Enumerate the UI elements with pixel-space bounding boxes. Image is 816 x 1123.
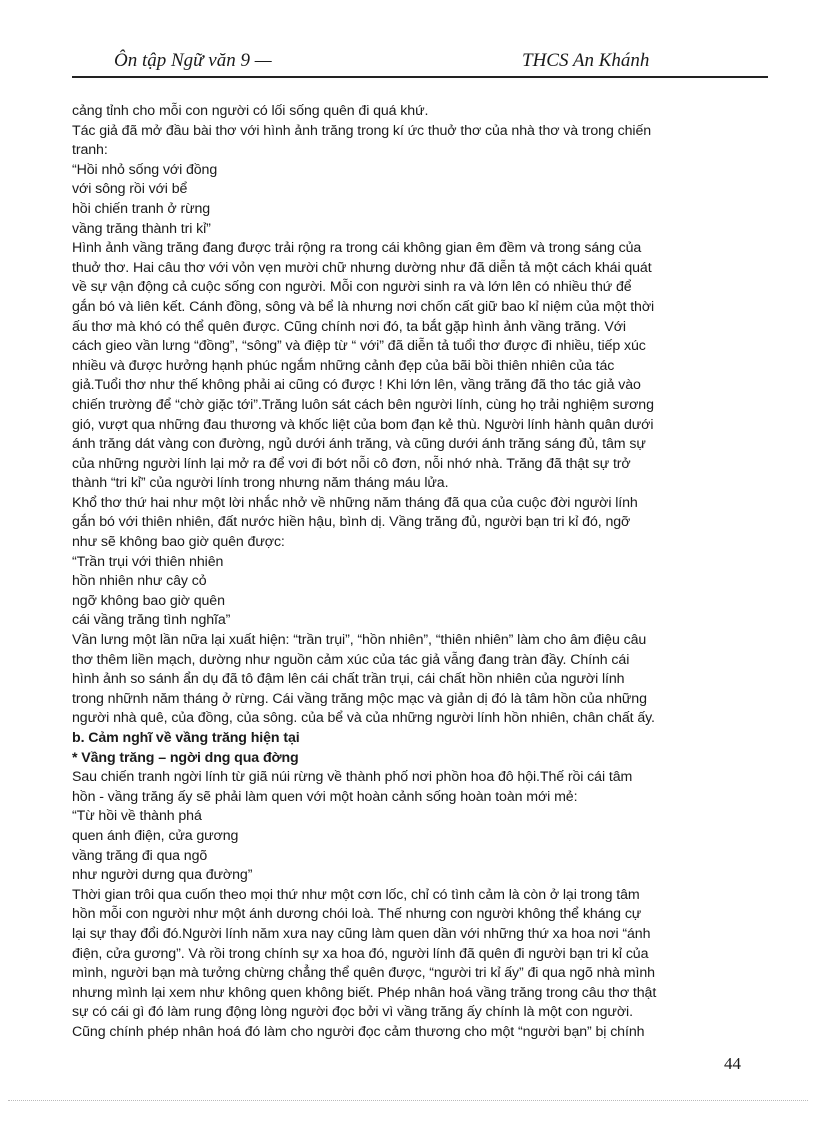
text-line: Vần lưng một lần nữa lại xuất hiện: “trần trụi”, “hồn nhiên”, “thiên nhiên” làm cho âm điệu câu (72, 632, 647, 649)
text-line: người nhà quê, của đồng, của sông. của bể và của những người lính hồn nhiên, chân chất ấy. (72, 710, 655, 727)
text-line: thơ thêm liền mạch, dường như nguồn cảm xúc của tác giả vẫng đang tràn đầy. Chính cái (72, 651, 630, 668)
text-block-2 (72, 768, 744, 1042)
text-line: về sự vận động cả cuộc sống con người. Mỗi con người sinh ra và lớn lên có nhiều thứ để (72, 279, 632, 296)
text-line: gắn bó và liên kết. Cánh đồng, sông và bể là nhưng nơi chốn cất giữ bao kỉ niệm của một thời (72, 298, 655, 315)
header-rule (72, 76, 768, 78)
text-line: hồi chiến tranh ở rừng (72, 200, 211, 217)
header-title: Ôn tập Ngữ văn 9 — (114, 50, 272, 71)
text-line: ánh trăng dát vàng con đường, ngủ dưới ánh trăng, và cũng dưới ánh trăng sáng đủ, tâm sự (72, 436, 646, 453)
text-line: như sẽ không bao giờ quên được: (72, 534, 285, 551)
text-line: “Hồi nhỏ sống với đồng (72, 161, 218, 178)
text-line: quen ánh điện, cửa gương (72, 827, 239, 844)
text-line: gắn bó với thiên nhiên, đất nước hiền hậu, bình dị. Vầng trăng đủ, người bạn tri kỉ đó, ngỡ (72, 514, 631, 531)
text-line: cảng tỉnh cho mỗi con người có lối sống quên đi quá khứ. (72, 103, 429, 119)
document-body (72, 102, 744, 1043)
footer-divider (8, 1100, 808, 1101)
text-line: Sau chiến tranh ngời lính từ giã núi rừng về thành phố nơi phồn hoa đô hội.Thế rồi cái tâm (72, 769, 633, 786)
text-line: tranh: (72, 142, 108, 159)
text-line: hồn mỗi con người như một ánh dương chói loà. Thế nhưng con người không thể kháng cự (72, 906, 642, 923)
text-line: chiến trường để “chờ giặc tới”.Trăng luôn sát cách bên người lính, cùng họ trải nghiệm sương (72, 396, 654, 413)
section-heading-b: b. Cảm nghĩ về vầng trăng hiện tại (72, 730, 300, 746)
text-line: hồn - vầng trăng ấy sẽ phải làm quen với một hoàn cảnh sống hoàn toàn mới mẻ: (72, 788, 578, 805)
text-line: nhưng mình lại xem như không quen không biết. Phép nhân hoá vầng trăng trong câu thơ thật (72, 984, 657, 1001)
header-school: THCS An Khánh (522, 50, 650, 71)
text-line: Hình ảnh vầng trăng đang được trải rộng ra trong cái không gian êm đềm và trong sáng của (72, 240, 642, 257)
text-line: điện, cửa gương”. Và rồi trong chính sự xa hoa đó, người lính đã quên đi người bạn tri kỉ của (72, 945, 649, 962)
text-line: Cũng chính phép nhân hoá đó làm cho người đọc cảm thương cho một “người bạn” bị chính (72, 1023, 645, 1040)
section-heading-star: * Vầng trăng – ngời dng qua đờng (72, 749, 299, 766)
text-line: Thời gian trôi qua cuốn theo mọi thứ như một cơn lốc, chỉ có tình cảm là còn ở lại trong tâm (72, 886, 640, 903)
text-line: thuở thơ. Hai câu thơ với vỏn vẹn mười chữ nhưng dường như đã diễn tả một cách khái quát (72, 259, 652, 276)
text-line: của những người lính lại mở ra để vơi đi bớt nỗi cô đơn, nỗi nhớ nhà. Trăng đã thật sự trở (72, 455, 631, 472)
text-line: ấu thơ mà khó có thể quên được. Cũng chính nơi đó, ta bắt gặp hình ảnh vầng trăng. Với (72, 318, 626, 335)
text-line: lại sự thay đổi đó.Người lính năm xưa nay cũng làm quen dần với những thứ xa hoa nơi “ánh (72, 925, 651, 942)
text-line: sự có cái gì đó làm rung động lòng người đọc bởi vì vầng trăng ấy chính là một con người. (72, 1004, 633, 1021)
text-line: hình ảnh so sánh ẩn dụ đã tô đậm lên cái chất trần trụi, cái chất hồn nhiên của người lính (72, 671, 625, 688)
text-line: như người dưng qua đường” (72, 867, 253, 884)
text-line: cách gieo vần lưng “đồng”, “sông” và điệp từ “ với” đã diễn tả tuổi thơ được đi nhiều, tiếp xúc (72, 338, 646, 355)
text-line: thành “tri kỉ” của người lính trong nhưng năm tháng máu lửa. (72, 475, 449, 492)
text-line: mình, người bạn mà tưởng chừng chẳng thể quên được, “người tri kỉ ấy” đi qua ngõ nhà mình (72, 965, 655, 982)
text-line: vầng trăng thành tri kỉ” (72, 220, 211, 237)
text-block-1 (72, 102, 744, 729)
text-line: trong nhữnh năm tháng ở rừng. Cái vầng trăng mộc mạc và giản dị đó là tâm hồn của những (72, 690, 647, 707)
text-line: với sông rồi với bể (72, 181, 188, 198)
text-line: “Từ hồi về thành phá (72, 808, 202, 825)
page-header (72, 50, 768, 76)
text-line: Khổ thơ thứ hai như một lời nhắc nhở về những năm tháng đã qua của cuộc đời người lính (72, 494, 638, 511)
text-line: ngỡ không bao giờ quên (72, 592, 225, 609)
text-line: “Trần trụi với thiên nhiên (72, 553, 224, 570)
text-line: hồn nhiên như cây cỏ (72, 573, 207, 590)
text-line: nhiều và được hưởng hạnh phúc ngắm những cảnh đẹp của bãi bồi thiên nhiên của tác (72, 357, 615, 374)
text-line: Tác giả đã mở đầu bài thơ với hình ảnh trăng trong kí ức thuở thơ của nhà thơ và trong chiến (72, 122, 652, 139)
text-line: gió, vượt qua những đau thương và khốc liệt của bom đạn kẻ thù. Người lính hành quân dưới (72, 416, 654, 433)
page-number: 44 (724, 1054, 741, 1073)
text-line: giả.Tuổi thơ như thế không phải ai cũng có được ! Khi lớn lên, vầng trăng đã tho tác giả vào (72, 377, 641, 394)
text-line: cái vầng trăng tình nghĩa” (72, 612, 231, 629)
text-line: vầng trăng đi qua ngõ (72, 847, 208, 864)
